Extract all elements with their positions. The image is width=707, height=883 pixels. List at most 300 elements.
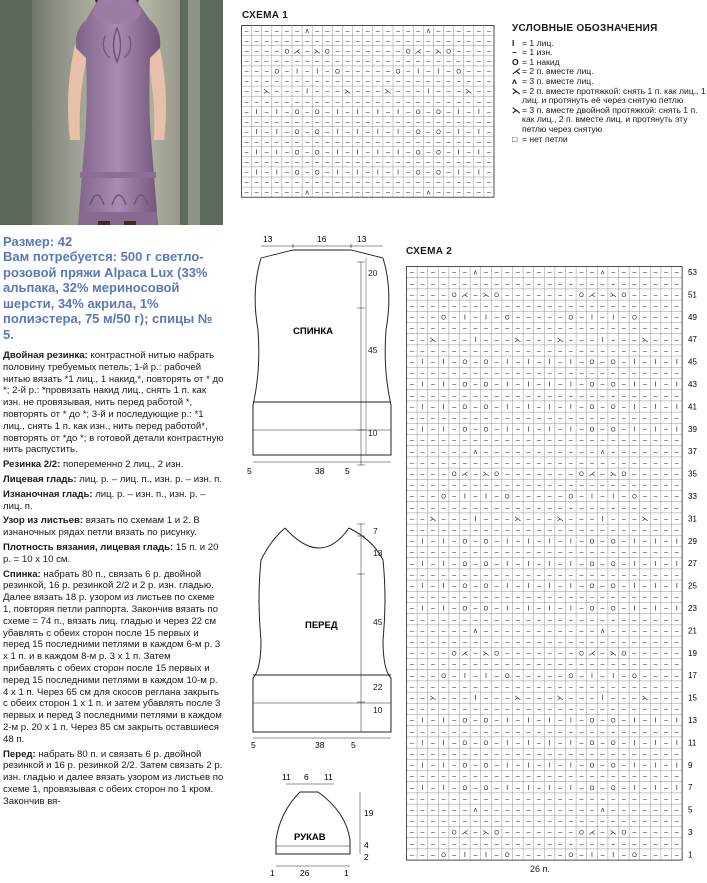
svg-text:–: – (579, 583, 584, 591)
svg-text:–: – (484, 796, 488, 803)
svg-text:–: – (537, 594, 541, 602)
svg-text:–: – (653, 796, 658, 803)
svg-text:⋋: ⋋ (514, 336, 522, 344)
svg-text:–: – (274, 139, 279, 147)
svg-text:–: – (621, 549, 626, 557)
svg-text:–: – (456, 98, 461, 106)
svg-text:–: – (643, 370, 647, 378)
svg-text:–: – (473, 796, 478, 803)
svg-text:–: – (526, 314, 531, 322)
svg-text:–: – (621, 269, 626, 277)
svg-text:–: – (335, 38, 340, 46)
svg-text:–: – (484, 504, 488, 512)
svg-text:I: I (548, 740, 551, 747)
svg-text:–: – (284, 169, 289, 177)
svg-text:–: – (486, 149, 491, 157)
svg-text:–: – (452, 728, 457, 736)
svg-text:–: – (473, 840, 478, 848)
svg-text:–: – (385, 189, 390, 197)
svg-text:I: I (397, 129, 400, 137)
svg-text:–: – (621, 740, 626, 747)
svg-text:–: – (664, 392, 669, 400)
svg-text:–: – (315, 139, 320, 147)
svg-text:–: – (494, 572, 499, 579)
svg-text:–: – (462, 482, 467, 490)
svg-text:–: – (431, 303, 435, 311)
svg-text:–: – (365, 58, 370, 66)
svg-text:–: – (452, 807, 457, 815)
svg-text:–: – (537, 639, 541, 647)
svg-text:I: I (442, 740, 445, 747)
chart2-row-number: 29 (688, 536, 697, 546)
svg-text:–: – (385, 38, 390, 46)
svg-text:–: – (568, 829, 573, 837)
svg-text:–: – (473, 594, 478, 602)
svg-text:–: – (462, 706, 467, 714)
svg-text:–: – (420, 292, 425, 299)
svg-text:–: – (515, 807, 520, 815)
svg-text:–: – (494, 549, 499, 557)
svg-text:–: – (568, 807, 573, 815)
svg-text:–: – (494, 437, 499, 445)
svg-text:–: – (295, 28, 300, 36)
svg-text:–: – (674, 280, 679, 288)
dress-photo (0, 0, 223, 225)
svg-text:–: – (526, 628, 531, 635)
svg-text:–: – (441, 639, 446, 647)
svg-text:–: – (526, 728, 531, 736)
svg-text:–: – (486, 28, 491, 36)
svg-text:–: – (473, 280, 478, 288)
svg-text:O: O (632, 853, 637, 859)
svg-text:–: – (420, 639, 425, 647)
svg-text:–: – (621, 751, 626, 759)
svg-text:I: I (397, 169, 400, 177)
svg-text:O: O (483, 561, 489, 568)
svg-text:–: – (315, 98, 320, 106)
back-top-dim-mid: 16 (317, 234, 327, 244)
svg-text:O: O (589, 382, 595, 389)
svg-text:–: – (664, 572, 669, 579)
svg-text:–: – (375, 159, 380, 167)
svg-text:–: – (558, 381, 563, 389)
svg-text:–: – (466, 78, 471, 86)
svg-text:O: O (314, 170, 320, 177)
svg-text:I: I (474, 516, 477, 523)
svg-text:–: – (274, 189, 279, 197)
svg-text:–: – (409, 370, 414, 378)
svg-text:–: – (537, 549, 541, 557)
svg-text:⋋: ⋋ (514, 516, 522, 523)
svg-text:–: – (264, 28, 269, 36)
svg-text:–: – (611, 572, 616, 579)
svg-text:–: – (409, 672, 414, 680)
svg-text:–: – (462, 437, 467, 445)
svg-text:–: – (643, 628, 647, 635)
svg-text:–: – (476, 98, 481, 106)
svg-text:I: I (376, 129, 379, 137)
svg-text:–: – (558, 325, 563, 333)
svg-text:–: – (305, 108, 310, 116)
svg-text:–: – (426, 159, 431, 167)
svg-text:ʌ: ʌ (426, 189, 431, 197)
svg-text:–: – (653, 650, 658, 658)
svg-text:–: – (664, 672, 669, 680)
svg-text:–: – (579, 773, 584, 781)
svg-text:–: – (355, 159, 360, 167)
svg-text:–: – (515, 740, 520, 747)
svg-text:–: – (621, 572, 626, 579)
svg-text:–: – (473, 504, 478, 512)
svg-text:–: – (568, 516, 573, 523)
svg-text:–: – (653, 695, 658, 703)
svg-text:–: – (426, 58, 431, 66)
svg-text:–: – (579, 661, 584, 669)
svg-text:–: – (431, 717, 435, 725)
svg-text:–: – (486, 48, 491, 56)
svg-text:–: – (664, 359, 669, 367)
svg-text:–: – (600, 549, 605, 557)
svg-text:O: O (483, 405, 489, 411)
svg-text:–: – (420, 751, 425, 759)
svg-text:I: I (336, 129, 339, 137)
svg-text:O: O (579, 293, 584, 299)
svg-text:O: O (462, 785, 468, 792)
svg-text:O: O (325, 49, 330, 56)
svg-text:I: I (675, 381, 678, 389)
svg-text:–: – (325, 159, 330, 167)
svg-text:–: – (537, 784, 541, 792)
svg-text:–: – (600, 572, 605, 579)
svg-text:–: – (653, 840, 658, 848)
svg-text:–: – (456, 189, 461, 197)
svg-text:–: – (600, 280, 605, 288)
svg-text:–: – (537, 504, 541, 512)
legend-symbol: □ (512, 133, 518, 144)
svg-text:⋋: ⋋ (641, 336, 649, 344)
svg-text:–: – (611, 796, 616, 803)
svg-text:–: – (547, 527, 552, 535)
svg-text:O: O (568, 853, 574, 859)
svg-text:I: I (463, 314, 466, 322)
svg-text:–: – (426, 118, 431, 126)
svg-text:–: – (537, 818, 541, 826)
svg-text:⋋: ⋋ (609, 292, 617, 299)
svg-text:–: – (494, 392, 499, 400)
svg-text:–: – (664, 717, 669, 725)
svg-text:–: – (547, 370, 552, 378)
svg-text:–: – (537, 460, 541, 467)
svg-text:–: – (600, 426, 605, 434)
svg-text:–: – (456, 88, 461, 96)
svg-text:–: – (420, 516, 425, 523)
svg-text:–: – (590, 807, 594, 815)
svg-text:–: – (579, 549, 584, 557)
svg-text:–: – (526, 695, 531, 703)
svg-text:–: – (431, 527, 435, 535)
svg-text:–: – (473, 404, 478, 411)
svg-text:–: – (547, 392, 552, 400)
svg-text:⋋: ⋋ (482, 650, 490, 658)
svg-text:–: – (466, 169, 471, 177)
svg-text:–: – (558, 538, 563, 546)
svg-text:–: – (441, 504, 446, 512)
chart1-title: СХЕМА 1 (242, 10, 289, 21)
svg-text:–: – (426, 139, 431, 147)
svg-text:I: I (421, 717, 424, 725)
svg-text:–: – (600, 292, 605, 299)
svg-text:–: – (452, 616, 457, 624)
svg-text:–: – (621, 706, 626, 714)
svg-text:–: – (431, 280, 435, 288)
svg-text:I: I (527, 560, 530, 568)
svg-text:–: – (653, 594, 658, 602)
svg-text:O: O (483, 741, 489, 747)
svg-text:–: – (441, 269, 446, 277)
svg-text:–: – (579, 325, 584, 333)
svg-text:O: O (610, 606, 616, 613)
legend-symbol: ʌ (512, 75, 517, 86)
svg-text:–: – (547, 303, 552, 311)
svg-text:–: – (632, 448, 637, 456)
svg-text:–: – (484, 336, 488, 344)
svg-text:–: – (345, 108, 350, 116)
svg-text:–: – (441, 303, 446, 311)
svg-text:–: – (621, 381, 626, 389)
svg-text:–: – (537, 516, 541, 523)
svg-text:–: – (441, 549, 446, 557)
svg-text:–: – (355, 28, 360, 36)
svg-text:–: – (409, 314, 414, 322)
svg-text:–: – (264, 48, 269, 56)
svg-text:–: – (476, 38, 481, 46)
svg-text:⋌: ⋌ (588, 292, 596, 299)
svg-text:–: – (621, 605, 626, 613)
svg-text:–: – (579, 740, 584, 747)
svg-text:–: – (558, 773, 563, 781)
svg-text:O: O (456, 69, 461, 76)
svg-text:–: – (274, 98, 279, 106)
svg-text:–: – (284, 68, 289, 76)
svg-text:O: O (451, 651, 457, 658)
svg-text:–: – (431, 504, 435, 512)
svg-text:–: – (515, 426, 520, 434)
svg-text:–: – (244, 68, 249, 76)
svg-text:–: – (547, 325, 552, 333)
chart2-stitch-count: 26 п. (530, 864, 550, 874)
svg-text:–: – (515, 796, 520, 803)
svg-text:–: – (494, 840, 499, 848)
chart2-grid (406, 266, 706, 872)
svg-text:–: – (632, 280, 637, 288)
instruction-paragraph (3, 515, 224, 539)
svg-text:–: – (568, 482, 573, 490)
svg-text:–: – (674, 650, 679, 658)
svg-text:–: – (494, 762, 499, 770)
svg-text:–: – (664, 303, 669, 311)
svg-text:–: – (494, 672, 499, 680)
svg-text:–: – (264, 169, 269, 177)
svg-text:–: – (653, 728, 658, 736)
svg-text:–: – (494, 359, 499, 367)
svg-text:–: – (476, 179, 481, 187)
svg-text:O: O (415, 130, 421, 137)
svg-text:I: I (421, 605, 424, 613)
svg-text:–: – (505, 348, 510, 355)
svg-text:–: – (420, 437, 425, 445)
legend-symbol: ⋌ (512, 66, 521, 77)
legend-symbol: ⋋ (512, 85, 521, 96)
front-schematic (233, 500, 393, 750)
svg-text:–: – (621, 527, 626, 535)
instruction-paragraph (3, 569, 224, 746)
svg-text:–: – (473, 381, 478, 389)
svg-text:–: – (462, 504, 467, 512)
svg-text:I: I (654, 381, 657, 389)
svg-text:I: I (442, 538, 445, 546)
svg-text:–: – (431, 538, 435, 546)
svg-text:–: – (600, 762, 605, 770)
svg-text:–: – (452, 796, 457, 803)
svg-text:–: – (568, 684, 573, 691)
svg-text:–: – (515, 706, 520, 714)
svg-text:–: – (420, 460, 425, 467)
svg-text:–: – (284, 118, 289, 126)
front-right-dim-line (355, 522, 367, 737)
svg-text:–: – (335, 118, 340, 126)
svg-text:–: – (643, 415, 647, 423)
svg-text:I: I (336, 169, 339, 177)
svg-text:–: – (431, 348, 435, 355)
svg-text:I: I (255, 149, 258, 157)
svg-text:–: – (385, 98, 390, 106)
svg-text:–: – (515, 460, 520, 467)
svg-text:–: – (643, 493, 647, 501)
sleeve-right-dim-2: 4 (364, 840, 369, 850)
svg-text:–: – (579, 336, 584, 344)
svg-text:–: – (674, 572, 679, 579)
svg-text:–: – (611, 460, 616, 467)
svg-text:–: – (409, 807, 414, 815)
svg-text:–: – (355, 58, 360, 66)
svg-text:–: – (579, 392, 584, 400)
svg-text:–: – (600, 560, 605, 568)
svg-text:–: – (295, 88, 300, 96)
svg-text:–: – (420, 594, 425, 602)
svg-text:⋋: ⋋ (514, 695, 522, 703)
svg-text:O: O (483, 427, 489, 434)
svg-text:I: I (633, 784, 636, 792)
svg-text:O: O (610, 405, 616, 411)
svg-text:–: – (558, 527, 563, 535)
svg-text:–: – (452, 549, 457, 557)
svg-text:–: – (436, 189, 441, 197)
svg-text:–: – (345, 38, 350, 46)
svg-text:–: – (325, 58, 330, 66)
svg-text:–: – (621, 594, 626, 602)
svg-text:–: – (674, 773, 679, 781)
svg-text:–: – (284, 78, 289, 86)
svg-text:–: – (526, 840, 531, 848)
svg-text:ʌ: ʌ (600, 269, 605, 277)
svg-text:–: – (515, 572, 520, 579)
svg-text:–: – (537, 807, 541, 815)
svg-text:–: – (416, 189, 421, 197)
svg-text:–: – (494, 784, 499, 792)
svg-text:–: – (558, 650, 563, 658)
svg-text:–: – (355, 78, 360, 86)
svg-text:–: – (441, 572, 446, 579)
svg-text:–: – (558, 628, 563, 635)
svg-text:–: – (621, 516, 626, 523)
svg-text:–: – (385, 78, 390, 86)
svg-text:–: – (409, 426, 414, 434)
svg-text:–: – (244, 129, 249, 137)
svg-text:–: – (409, 829, 414, 837)
svg-text:–: – (274, 118, 279, 126)
svg-text:–: – (452, 482, 457, 490)
svg-text:–: – (295, 189, 300, 197)
svg-text:–: – (452, 717, 457, 725)
svg-text:I: I (569, 762, 572, 770)
svg-text:I: I (548, 583, 551, 591)
svg-text:O: O (462, 427, 468, 434)
svg-text:–: – (611, 504, 616, 512)
svg-text:–: – (452, 784, 457, 792)
svg-text:–: – (494, 616, 499, 624)
svg-text:–: – (452, 404, 457, 411)
svg-text:–: – (473, 852, 478, 859)
svg-text:–: – (547, 437, 552, 445)
svg-text:–: – (456, 179, 461, 187)
svg-text:–: – (515, 504, 520, 512)
svg-text:–: – (526, 415, 531, 423)
svg-text:O: O (589, 763, 595, 770)
svg-text:–: – (254, 48, 259, 56)
svg-text:–: – (431, 292, 435, 299)
svg-text:⋋: ⋋ (641, 516, 649, 523)
svg-text:–: – (409, 448, 414, 456)
svg-text:–: – (484, 516, 488, 523)
svg-text:–: – (431, 840, 435, 848)
svg-text:–: – (664, 482, 669, 490)
svg-text:–: – (568, 572, 573, 579)
svg-text:–: – (505, 695, 510, 703)
svg-text:–: – (664, 292, 669, 299)
svg-text:–: – (515, 381, 520, 389)
svg-text:I: I (548, 381, 551, 389)
back-top-dim-right: 13 (357, 234, 367, 244)
svg-text:O: O (335, 69, 340, 76)
svg-text:–: – (426, 179, 431, 187)
svg-text:–: – (568, 303, 573, 311)
front-bottom-dim-left: 5 (251, 740, 256, 750)
svg-text:–: – (579, 527, 584, 535)
svg-text:–: – (494, 661, 499, 669)
svg-text:–: – (462, 516, 467, 523)
svg-text:–: – (409, 740, 414, 747)
svg-text:–: – (355, 179, 360, 187)
svg-text:–: – (420, 773, 425, 781)
svg-text:O: O (504, 315, 510, 322)
svg-text:–: – (653, 852, 658, 859)
svg-text:O: O (494, 293, 499, 299)
svg-text:ʌ: ʌ (426, 28, 431, 36)
svg-text:–: – (537, 303, 541, 311)
svg-text:–: – (426, 68, 431, 76)
svg-text:–: – (568, 549, 573, 557)
chart2-row-number: 15 (688, 693, 697, 703)
